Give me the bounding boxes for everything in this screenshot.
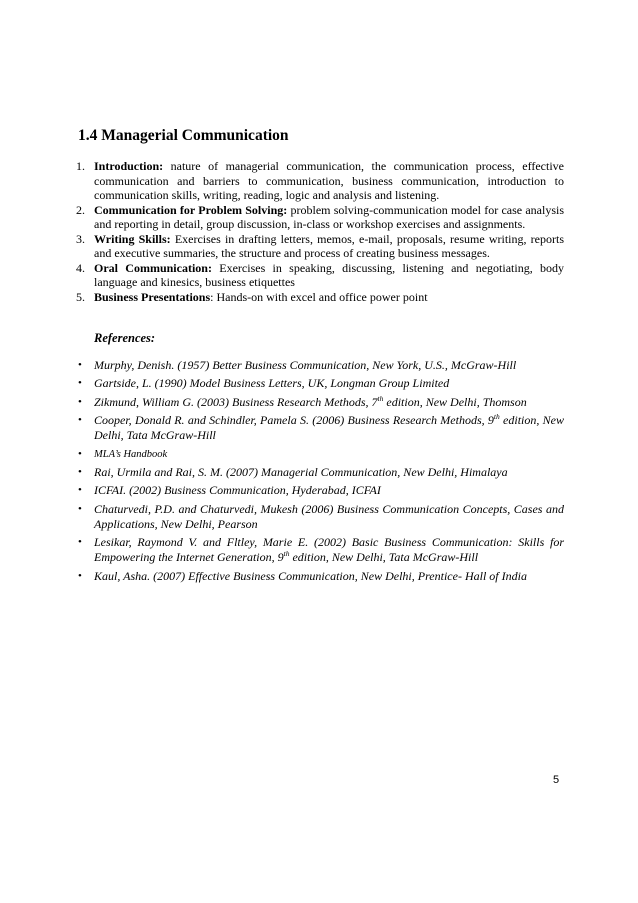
topic-list [76, 159, 564, 304]
reference-text-end: edition, New Delhi, Thomson [383, 394, 527, 409]
topic-heading: Introduction: [94, 159, 164, 173]
reference-item [78, 465, 564, 480]
reference-text: Rai, Urmila and Rai, S. M. (2007) Managerial Communication, New Delhi, Himalaya [94, 464, 508, 479]
bullet-icon: • [78, 447, 82, 460]
reference-item [78, 358, 564, 373]
topic-number: 3. [76, 231, 85, 246]
bullet-icon: • [78, 465, 82, 478]
bullet-icon: • [78, 359, 82, 371]
reference-item [78, 535, 564, 565]
bullet-icon: • [78, 569, 82, 582]
bullet-icon: • [78, 536, 82, 549]
bullet-icon: • [78, 377, 82, 390]
reference-text: Zikmund, William G. (2003) Business Research Methods, 7 [94, 394, 378, 409]
topic-heading: Writing Skills: [94, 231, 171, 246]
reference-item [78, 447, 564, 462]
bullet-icon: • [78, 502, 82, 515]
topic-item [76, 290, 564, 305]
topic-text: Exercises in drafting letters, memos, e-mail, proposals, resume writing, reports and executive summaries, the structure and process of creating business messages. [94, 231, 564, 260]
topic-number: 2. [76, 202, 85, 217]
topic-text: : Hands-on with excel and office power point [210, 289, 428, 304]
topic-item [76, 203, 564, 232]
references-list [78, 358, 564, 587]
page-number: 5 [553, 774, 560, 786]
bullet-icon: • [78, 484, 82, 497]
reference-text: Murphy, Denish. (1957) Better Business Communication, New York, U.S., McGraw-Hill [94, 358, 517, 372]
topic-heading: Communication for Problem Solving: [94, 202, 288, 217]
section-title: 1.4 Managerial Communication [78, 127, 289, 144]
reference-item [78, 502, 564, 532]
reference-text-end: edition, New Delhi, Tata McGraw-Hill [289, 550, 479, 565]
topic-number: 1. [76, 159, 85, 173]
reference-text: Kaul, Asha. (2007) Effective Business Communication, New Delhi, Prentice- Hall of India [94, 568, 527, 583]
ordinal-suffix: th [493, 412, 500, 422]
topic-heading: Oral Communication: [94, 260, 212, 275]
reference-text: Cooper, Donald R. and Schindler, Pamela S. (2006) Business Research Methods, 9 [94, 413, 494, 428]
topic-number: 5. [76, 289, 85, 304]
topic-text: problem solving-communication model for case analysis and reporting in detail, group discussion, in-class or workshop exercises and assignments. [94, 202, 564, 231]
reference-item [78, 483, 564, 498]
topic-item [76, 232, 564, 261]
reference-item [78, 569, 564, 584]
topic-text: nature of managerial communication, the communication process, effective communication and barriers to communication, business communication, introduction to communication skills, writing, reading, logic and analysis and listening. [94, 159, 564, 202]
references-title: References: [94, 331, 156, 345]
bullet-icon: • [78, 395, 82, 408]
reference-text: Chaturvedi, P.D. and Chaturvedi, Mukesh (2006) Business Communication Concepts, Cases and Applications, New Delhi, Pearson [94, 501, 564, 531]
reference-text: Gartside, L. (1990) Model Business Letters, UK, Longman Group Limited [94, 376, 450, 391]
topic-number: 4. [76, 260, 85, 275]
reference-text: ICFAI. (2002) Business Communication, Hyderabad, ICFAI [94, 483, 381, 498]
bullet-icon: • [78, 414, 82, 427]
reference-text: Lesikar, Raymond V. and Fltley, Marie E. (2002) Basic Business Communication: Skills for Empowering the Internet Generation, 9 [94, 535, 564, 565]
reference-text: MLA’s Handbook [94, 448, 168, 460]
reference-item [78, 376, 564, 391]
topic-item [76, 261, 564, 290]
ordinal-suffix: th [283, 549, 290, 559]
reference-text-end: edition, New Delhi, Tata McGraw-Hill [94, 413, 564, 443]
topic-text: Exercises in speaking, discussing, listening and negotiating, body language and kinesics, business etiquettes [94, 260, 564, 289]
ordinal-suffix: th [377, 393, 384, 403]
reference-item [78, 413, 564, 443]
reference-item [78, 395, 564, 410]
topic-item [76, 159, 564, 203]
topic-heading: Business Presentations [94, 289, 211, 304]
